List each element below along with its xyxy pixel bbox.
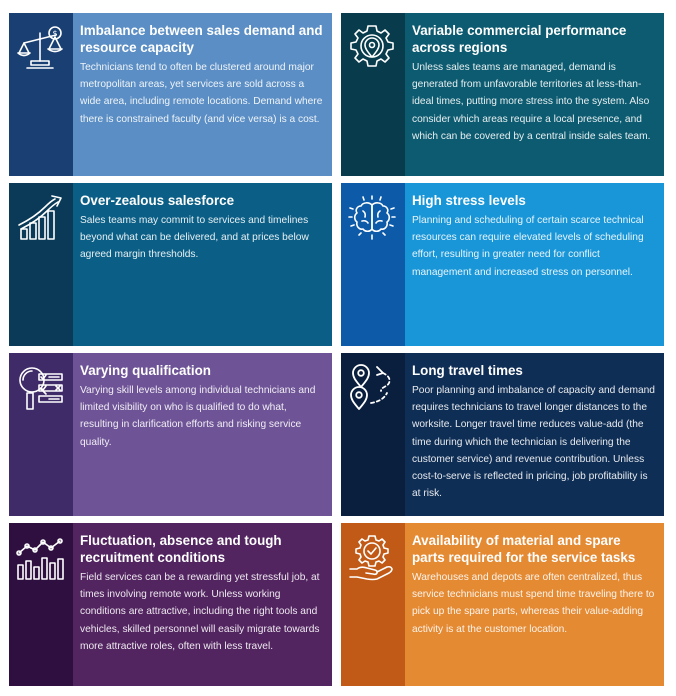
card-title: Varying qualification: [80, 363, 211, 378]
card-icon-strip: [341, 183, 405, 346]
gear-location-pin-icon: [347, 23, 397, 73]
brain-icon: [347, 193, 397, 243]
svg-text:$: $: [52, 29, 58, 38]
card-description: Unless sales teams are managed, demand is generated from unfavorable territories at less-than-ideal times, putting more stress into the system. Also consider which areas require a local presence, and which can be covered by a central inside sales team.: [412, 62, 651, 142]
card-icon-strip: [9, 523, 73, 686]
card-description: Field services can be a rewarding yet stressful job, at times involving remote work. Unless working conditions are attractive, including the right tools and vehicles, skilled personnel will easily migrate towards more attractive roles, often with less travel.: [80, 572, 320, 652]
card-description: Planning and scheduling of certain scarce technical resources can require elevated levels of scheduling effort, resulting in greater need for conflict management and increased stress on personnel.: [412, 215, 644, 278]
card-icon-strip: [9, 183, 73, 346]
card-availability-of-material: [341, 523, 664, 686]
card-icon-strip: [341, 523, 405, 686]
card-variable-commercial-performance: [341, 13, 664, 176]
card-title: Over-zealous salesforce: [80, 193, 235, 208]
card-over-zealous-salesforce: [9, 183, 332, 346]
card-fluctuation-absence-recruitment: [9, 523, 332, 686]
card-high-stress-levels: [341, 183, 664, 346]
card-varying-qualification: [9, 353, 332, 516]
card-title: Variable commercial performance across regions: [412, 23, 627, 55]
card-icon-strip: [9, 353, 73, 516]
card-icon-strip: [341, 13, 405, 176]
magnifier-checklist-icon: [15, 363, 65, 413]
card-icon-strip: [9, 13, 73, 176]
rising-chart-arrow-icon: [15, 193, 65, 243]
card-description: Sales teams may commit to services and timelines beyond what can be delivered, and at prices below agreed margin thresholds.: [80, 215, 309, 261]
card-title: Availability of material and spare parts required for the service tasks: [412, 533, 636, 565]
card-description: Poor planning and imbalance of capacity and demand requires technicians to travel longer distances to the worksite. Longer travel time reduces value-add (the time during which the technician is delivering the customer service) and revenue contribution. Unless cost-to-serve is reflected in pricing, job profitability is at risk.: [412, 385, 655, 500]
hand-gear-check-icon: [347, 533, 397, 583]
card-title: Long travel times: [412, 363, 523, 378]
scale-balance-icon: [15, 23, 65, 73]
card-title: Imbalance between sales demand and resource capacity: [80, 23, 323, 55]
card-title: High stress levels: [412, 193, 526, 208]
fluctuating-bar-chart-icon: [15, 533, 65, 583]
card-description: Technicians tend to often be clustered around major metropolitan areas, yet services are sold across a wide area, including remote locations. Demand where there is constrained faculty (and vice versa) is a cost.: [80, 62, 323, 125]
route-pins-icon: [347, 363, 397, 413]
card-icon-strip: [341, 353, 405, 516]
card-long-travel-times: [341, 353, 664, 516]
card-imbalance: [9, 13, 332, 176]
card-description: Varying skill levels among individual technicians and limited visibility on who is qualified to do what, resulting in clarification efforts and risking service quality.: [80, 385, 316, 448]
card-title: Fluctuation, absence and tough recruitment conditions: [80, 533, 282, 565]
card-description: Warehouses and depots are often centralized, thus service technicians must spend time traveling there to pick up the spare parts, whereas their value-adding activity is at the customer location.: [412, 572, 655, 635]
